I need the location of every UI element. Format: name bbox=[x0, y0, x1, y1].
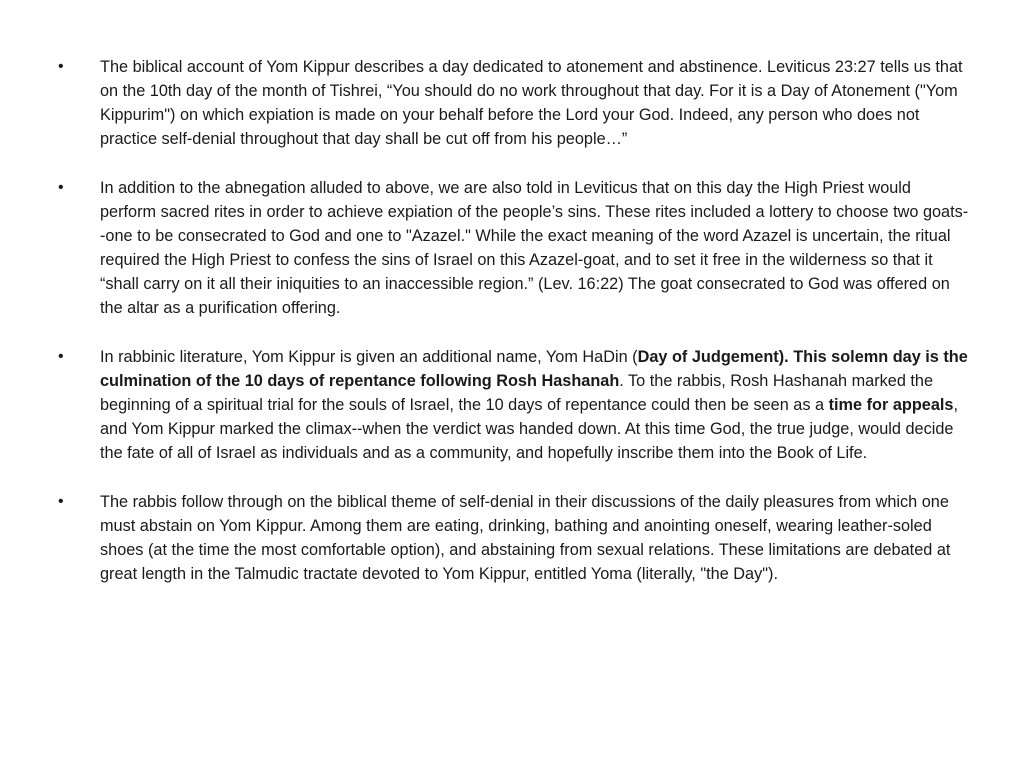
bullet-list bbox=[58, 55, 970, 611]
bold-text-segment: time for appeals bbox=[828, 396, 954, 414]
bold-text-segment: Day of Judgement). This solemn day is the culmination of the 10 days of repentance following Rosh Hashanah bbox=[100, 348, 968, 390]
paragraph-text bbox=[100, 493, 950, 583]
paragraph-text bbox=[100, 348, 968, 462]
text-segment: , and Yom Kippur marked the climax--when the verdict was handed down. At this time God, the true judge, would decide the fate of all of Israel as individuals and as a community, and hopefully inscribe them into the Book of Life. bbox=[100, 396, 959, 462]
paragraph-text bbox=[100, 179, 968, 317]
bullet-item bbox=[58, 490, 970, 586]
text-segment: In addition to the abnegation alluded to above, we are also told in Leviticus that on this day the High Priest would perform sacred rites in order to achieve expiation of the people’s sins. These rites included a lottery to choose two goats--one to be consecrated to God and one to "Azazel." While the exact meaning of the word Azazel is uncertain, the ritual required the High Priest to confess the sins of Israel on this Azazel-goat, and to set it free in the wilderness so that it “shall carry on it all their iniquities to an inaccessible region.” (Lev. 16:22) The goat consecrated to God was offered on the altar as a purification offering. bbox=[100, 179, 969, 317]
text-segment: The biblical account of Yom Kippur describes a day dedicated to atonement and abstinence. Leviticus 23:27 tells us that on the 10th day of the month of Tishrei, “You should do no work throughout that day. For it is a Day of Atonement ("Yom Kippurim") on which expiation is made on your behalf before the Lord your God. Indeed, any person who does not practice self-denial throughout that day shall be cut off from his people…” bbox=[100, 58, 963, 148]
bullet-marker: • bbox=[58, 179, 64, 196]
paragraph-text bbox=[100, 58, 963, 148]
bullet-marker: • bbox=[58, 493, 64, 510]
text-segment: In rabbinic literature, Yom Kippur is given an additional name, Yom HaDin ( bbox=[100, 348, 638, 366]
bullet-marker: • bbox=[58, 58, 64, 75]
bullet-item bbox=[58, 55, 970, 151]
bullet-item bbox=[58, 176, 970, 320]
bullet-item bbox=[58, 345, 970, 465]
text-segment: The rabbis follow through on the biblical theme of self-denial in their discussions of the daily pleasures from which one must abstain on Yom Kippur. Among them are eating, drinking, bathing and anointing oneself, wearing leather-soled shoes (at the time the most comfortable option), and abstaining from sexual relations. These limitations are debated at great length in the Talmudic tractate devoted to Yom Kippur, entitled Yoma (literally, "the Day"). bbox=[100, 493, 951, 583]
bullet-marker: • bbox=[58, 348, 64, 365]
text-segment: . To the rabbis, Rosh Hashanah marked the beginning of a spiritual trial for the souls of Israel, the 10 days of repentance could then be seen as a bbox=[100, 372, 934, 414]
